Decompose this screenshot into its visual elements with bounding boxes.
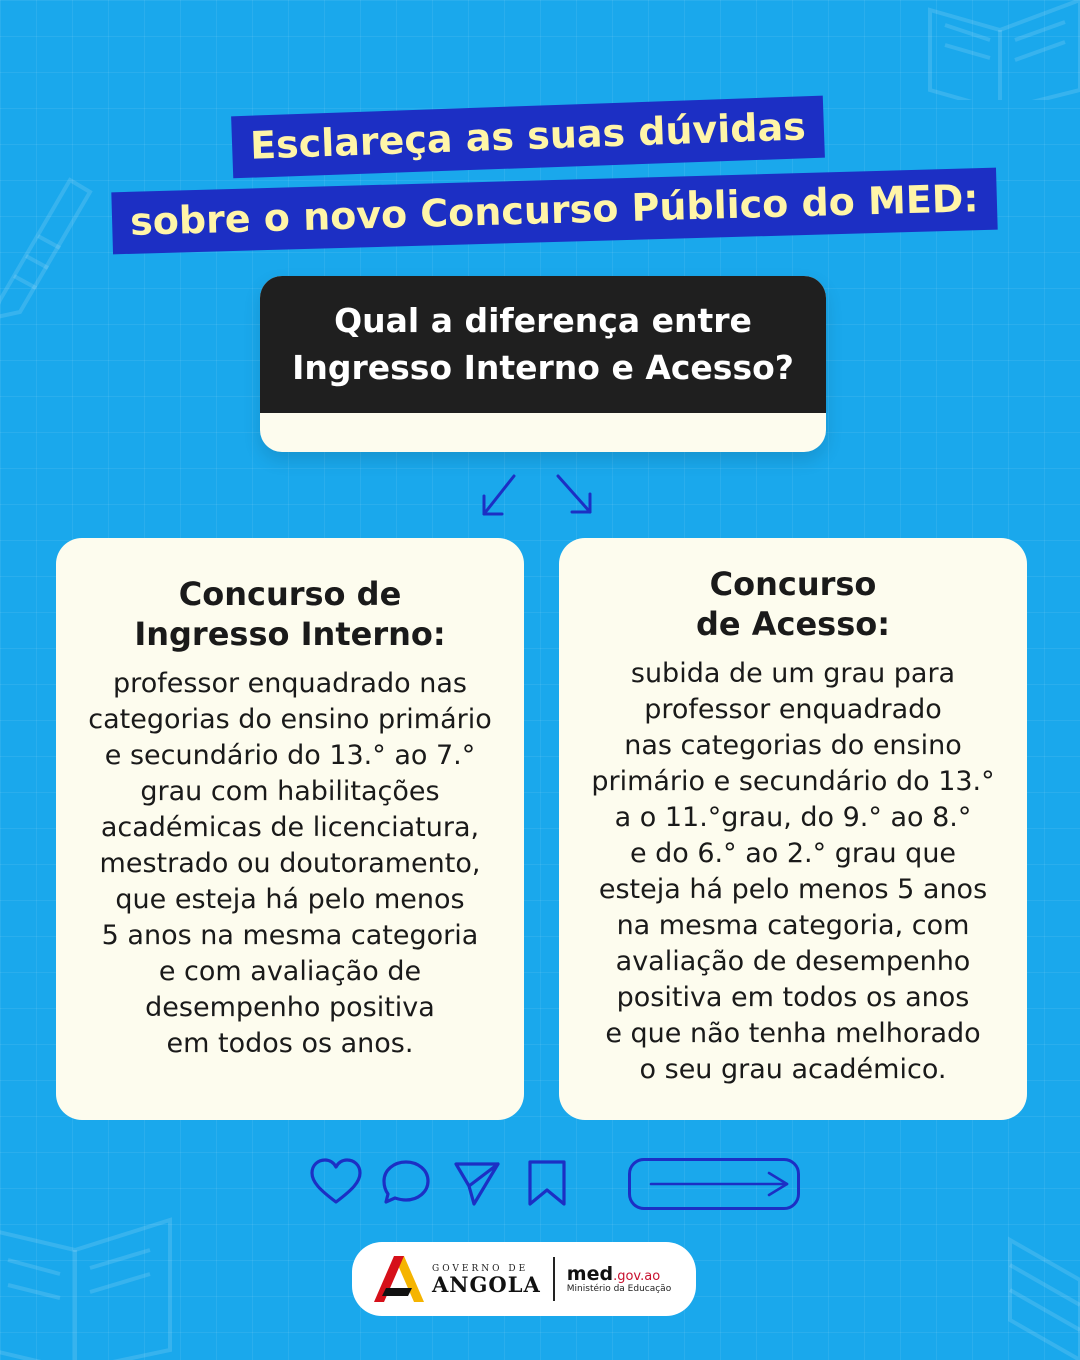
bookmark-icon bbox=[530, 1162, 564, 1204]
pencil-outline-icon bbox=[0, 160, 100, 320]
med-name-row bbox=[567, 1264, 671, 1285]
med-domain: .gov.ao bbox=[613, 1268, 661, 1284]
med-subtitle: Ministério da Educação bbox=[566, 1284, 672, 1295]
pencil-outline-icon bbox=[1000, 1220, 1080, 1360]
title-line-2: sobre o novo Concurso Público do MED: bbox=[111, 168, 997, 254]
footer-logos bbox=[352, 1242, 696, 1316]
governo-angola-text bbox=[432, 1264, 541, 1295]
book-outline-icon bbox=[0, 1190, 180, 1360]
footer-divider bbox=[553, 1257, 555, 1301]
card-title-line-1: Concurso bbox=[709, 565, 877, 603]
governo-angola-logo-icon bbox=[372, 1254, 426, 1304]
card-title-line-1: Concurso de bbox=[178, 575, 402, 613]
card-title bbox=[74, 574, 506, 654]
question-line-2: Ingresso Interno e Acesso? bbox=[292, 347, 794, 387]
med-name: med bbox=[566, 1262, 614, 1285]
action-icons bbox=[308, 1156, 578, 1212]
card-title-line-2: Ingresso Interno: bbox=[134, 615, 446, 653]
next-button[interactable] bbox=[628, 1158, 800, 1210]
card-body: subida de um grau para professor enquadrado nas categorias do ensino primário e secundário do 13.° a o 11.°grau, do 9.° ao 8.° e do 6.° ao 2.° grau que esteja há pelo menos 5 anos na mesma categoria, com avaliação de desempenho positiva em todos os anos e que não tenha melhorado o seu grau académico. bbox=[591, 658, 995, 1085]
question-header bbox=[260, 276, 826, 413]
comment-icon bbox=[384, 1162, 428, 1202]
governo-label: GOVERNO DE bbox=[432, 1263, 529, 1274]
ingresso-interno-card bbox=[56, 538, 524, 1120]
arrow-down-left-icon bbox=[484, 476, 514, 514]
book-outline-icon bbox=[920, 0, 1080, 100]
share-icon bbox=[456, 1164, 498, 1204]
heart-icon bbox=[312, 1160, 360, 1202]
acesso-card bbox=[559, 538, 1027, 1120]
arrow-down-right-icon bbox=[558, 476, 590, 512]
title-line-1: Esclareça as suas dúvidas bbox=[231, 96, 825, 178]
card-title-line-2: de Acesso: bbox=[695, 605, 891, 643]
split-arrows bbox=[476, 470, 606, 522]
med-logo bbox=[567, 1264, 671, 1295]
angola-label: ANGOLA bbox=[432, 1271, 541, 1297]
question-card bbox=[260, 276, 826, 452]
card-title bbox=[577, 564, 1009, 644]
question-line-1: Qual a diferença entre bbox=[334, 301, 752, 341]
card-body: professor enquadrado nas categorias do ensino primário e secundário do 13.° ao 7.° grau com habilitações académicas de licenciatura, mestrado ou doutoramento, que esteja há pelo menos 5 anos na mesma categoria e com avaliação de desempenho positiva em todos os anos. bbox=[88, 668, 492, 1059]
arrow-right-icon bbox=[631, 1161, 797, 1207]
